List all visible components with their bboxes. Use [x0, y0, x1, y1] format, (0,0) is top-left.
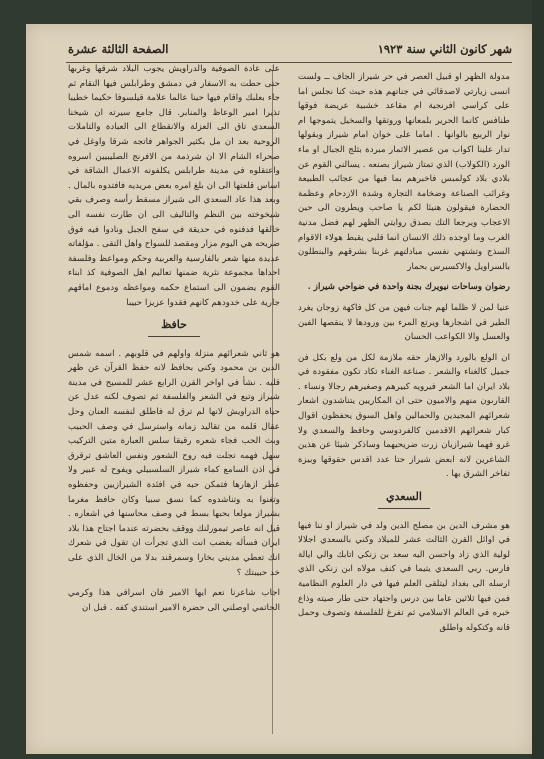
right-column	[298, 70, 510, 641]
page-header	[68, 42, 512, 60]
page-number: الصفحة الثالثة عشرة	[68, 42, 169, 56]
paragraph: على عادة الصوفية والدراويش يجوب البلاد شرقها وغربها حتى حطت به الاسفار في دمشق وطرابلس فيها النقام ثم جاء بعلبك واقام فيها حينا عالما علامة قيلسوفا حكيما خطيبا تذيرا امير الوعاظ والمنابر. قال جامع سيرته ان شيخنا السعدي تاق الى العزلة والانقطاع الى العبادة والتاملات الروحية بعد ان مل بكثير الجواهر فاتجه شرقا واوغل في صحراء الشام الا ان شرذمة من الافرنج الصليبيين اسروه واعتقلوه في مدينة طرابلس يكلفونه الاعمال الشاقة في اساس قلعتها الى ان بلغ امره بعض مريديه فافتدوه بالمال . وبعد هذا عاد السعدي الى شيراز مسقط رأسه وصرف بقي شيخوخته بين النظم والتاليف الى ان طارت نفسه الى خالقها فدفنوه في حديقة في سفح الجبل ونادوا فيه فوق ضريحه هي اليوم مزار ومقصد للسواح واهل التقى . مؤلفاته عديدة منها شعر بالفارسية والعربية وحكم ومواعظ وفلسفة احداها مجموعة نثرية ضمنها تعاليم اهل الصوفية كذ ابناء القوم يضمون الى استماع حكمه ومواعظه ودموع اماقهم جارية على خدودهم كانهم فقدوا عزيزا حبيبا	[67, 64, 280, 308]
bold-line: رضوان وساحات نيويرك بجنة واحدة في ضواحي شيراز .	[307, 282, 510, 293]
issue-date: شهر كانون الثاني سنة ١٩٢٣	[377, 42, 512, 56]
paragraph: ان الولع بالورد والازهار حقه ملازمة لكل من ولع بكل فن جميل كالغناء والشعر . صناعة الغناء تكاد تكون مفقودة في بلاد ايران اما الشعر فيرويه كبيرهم وصغيرهم رجالا ونساء . القارىون منهم والاميون حتى ان المكاريين يتناشدون اشعار شعرائهم المجيدين والحمالين واهل السوق يحفظون اقوال كبار شعرائهم الاقدمين كالفردوسي وحافظ والسعدي ولا غرو فهما شيرازيان زرت ضريحيهما وساذكر شيئا عن هذين الشاعرين لانه ابعض شيراز حتا عدد اقدس حقوقها وبيزة تفاخر الشرق بها .	[298, 352, 510, 480]
paragraph: اجاب شاعرنا نعم ايها الامير فان اسرافي هذا وكرمي الحاتمي اوصلني الى حضرة الامير استندي كفه . قبل ان	[68, 588, 280, 613]
binding-edge	[532, 0, 544, 759]
left-column	[68, 62, 280, 621]
paragraph: مدولة الظهر او قبيل العصر في حر شيراز الجاف ــ ولست انسى زيارتي لاصدقائي في جناتهم هذه حيث كنا نجلس اما على كراسي افرنجية ام مقاعد خشبية عريضة فوقها طنافس كانما الحرير بلمعانها وروتقها والسخيل يتموجها ام نوار الربيع بالوانها . اماما على خوان امام شيراز وبقولها تدار علينا اكواب من عصير الاثمار مبردة بثلج الجبال او ماء الورد (الكولاب) الذي تمتاز شيراز بصنعه . يسالني القوم عن بلادي بلاد كولمبس فاخبرهم بما فيها من عجائب الطبيعة وغرائب الصناعة وضخامة التجارة وشدة الازدحام وعظمة الحضارة فيقولون هنيئا لكم يا صاحب ويطرون الى حين الاعجاب ويرجعا التك بصدق روايتي الظهر لهم فضل مدنية الغرب وما اوجده ذلك الانسان انما قلبي يقبط هولاء الاقوام السذج وتشتهي نفسي مبادلتهم غربنا بشرقهم والبنطلون بالسراويل والاكسيرس بحمار	[298, 72, 510, 272]
paragraph: هو مشرف الدين بن مصلح الدين ولد في شيراز او ننا فيها في اوائل القرن الثالث عشر للميلاد وكني بالسعدي اجلالا لولية الذي زاد واحسن اليه سعد بن زنكي اتابك والي ايالة فارس. ربي السعدي يتيما في كنف مولاه ابن زنكي الذي ارسله الى بغداد ليتلقى العلم فيها في دار العلوم النظامية فمن فيها ثلاثين عاما بين درس واجتهاد حتى طار صيته وذاع خبره في العالم الاسلامي ثم تفرغ للفلسفة وتصوف وحمل قانه وكتكوله واطلق	[298, 520, 510, 633]
section-title-hafez: حافظ	[68, 318, 280, 337]
newspaper-page	[26, 24, 532, 754]
paragraph: هو ثاني شعرائهم منزلة واولهم في قلوبهم . اسمه شمس الدين بن محمود وكني بحافظ لانه حفظ القرآن عن ظهر قلبه . نشأ في اواخر القرن الرابع عشر للمسيح في مدينة شيراز وتبع في الشعر والفلسفة ثم تصوف لكنه عدل عن حياة الدراويش لانها لم ترق له فاطلق لنفسه العنان وحل عقال قلمه من تقاليد زمانه واسترسل في وصف الحبيب وبث الحب فجاء شعره رقيقا سلس العبارة متين التركيب سهل فهمه تجلت فيه روح الشعور ونفس العاشق ترقرق في اذن السامع كماء شيراز السلسبيلي ويفوح له عبير ولا عطر ازهارها فتمكن حبه في افئدة الشيرازيين وحفظوه وتغنوا به وتناشدوه كما نسق سبيا وكان حافظ مغرما بشيراز مولعا بحبها بسط في وصف محاسنها في اشعاره . قيل انه عاصر تيمورلنك ووقف بحضرته عندما اجتاح هذا بلاد ايران فسأله بغضب انت الذي تجرأت ان تقول في شعرك انك تعطي مديني بخارا وسمرقند بدلا من الخال الذي على خد حبيبتك ؟	[68, 348, 280, 578]
paragraph: عنيا لمن لا ظلما لهم جنات فيهن من كل فاكهة زوجان يغرد الطير في اشجارها ويرتع المرء بين ورودها لا ينقصها الفين والعسل والا الكواعب الحسان	[298, 302, 510, 343]
section-title-saadi: السعدي	[298, 490, 510, 509]
